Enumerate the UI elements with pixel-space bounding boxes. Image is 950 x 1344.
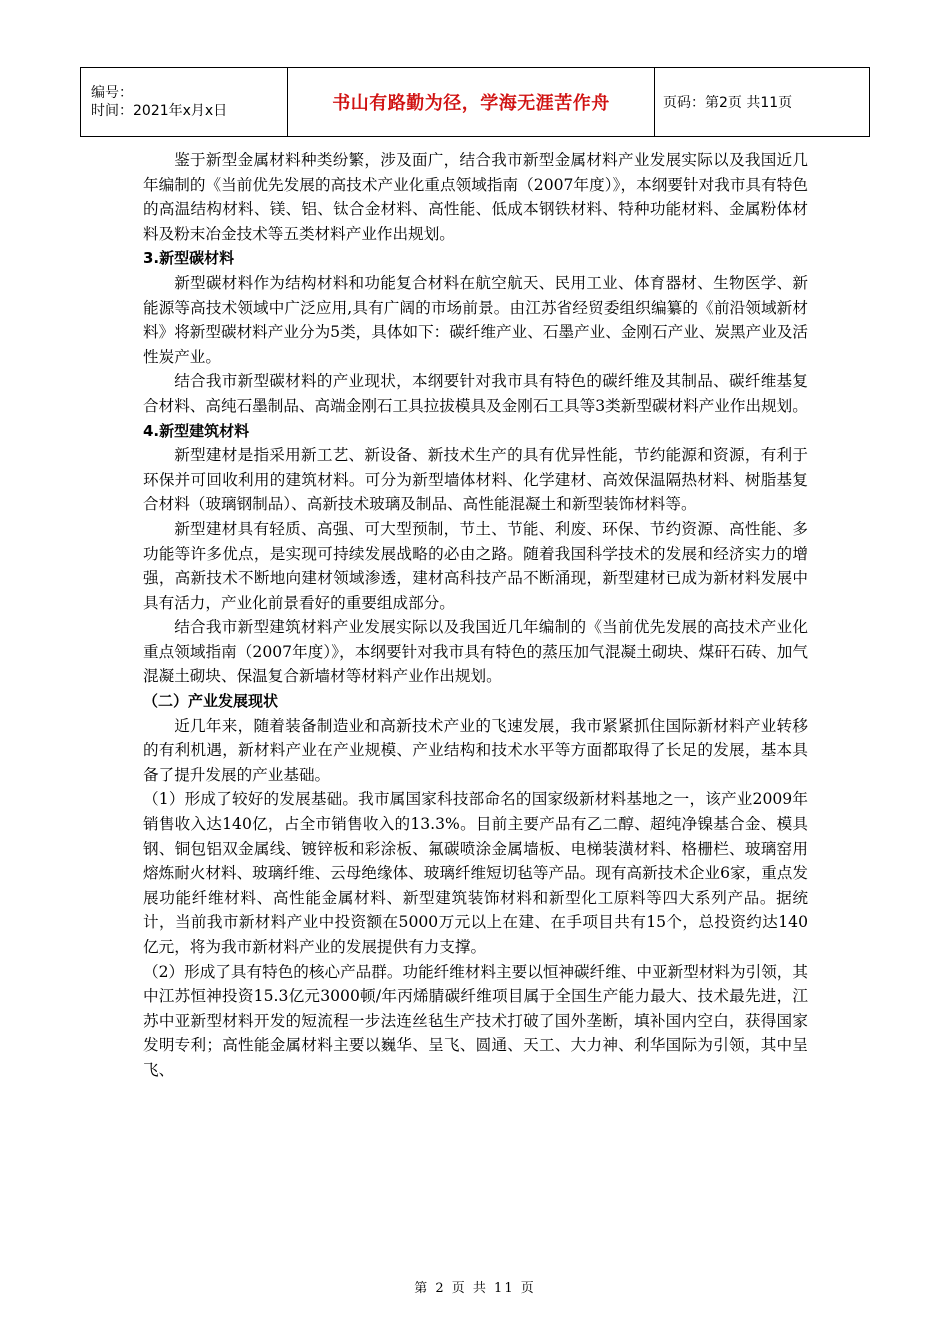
paragraph-building-definition: 新型建材是指采用新工艺、新设备、新技术生产的具有优异性能，节约能源和资源，有利于环保并可回收利用的建筑材料。可分为新型墙体材料、化学建材、高效保温隔热材料、树脂基复合材料（玻璃钢制品）、高新技术玻璃及制品、高性能混凝土和新型装饰材料等。 (143, 446, 808, 514)
doc-number-label: 编号： (91, 85, 133, 101)
paragraph-status-core-products: （2）形成了具有特色的核心产品群。功能纤维材料主要以恒神碳纤维、中亚新型材料为引领，其中江苏恒神投资15.3亿元3000顿/年丙烯腈碳纤维项目属于全国生产能力最大、技术最先进，江苏中亚新型材料开发的短流程一步法连丝毡生产技术打破了国外垄断，填补国内空白，获得国家发明专利；高性能金属材料主要以巍华、呈飞、圆通、天工、大力神、利华国际为引领，其中呈飞、 (143, 962, 808, 1079)
paragraph-carbon-plan: 结合我市新型碳材料的产业现状，本纲要针对我市具有特色的碳纤维及其制品、碳纤维基复合材料、高纯石墨制品、高端金刚石工具拉拔模具及金刚石工具等3类新型碳材料产业作出规划。 (143, 372, 808, 415)
paragraph-building-advantages: 新型建材具有轻质、高强、可大型预制，节土、节能、利废、环保、节约资源、高性能、多功能等许多优点，是实现可持续发展战略的必由之路。随着我国科学技术的发展和经济实力的增强，高新技术不断地向建材领域渗透，建材高科技产品不断涌现，新型建材已成为新材料发展中具有活力，产业化前景看好的重要组成部分。 (143, 519, 808, 612)
footer-page-number: 第 2 页 共 11 页 (414, 1281, 536, 1296)
header-motto: 书山有路勤为径，学海无涯苦作舟 (288, 68, 655, 137)
doc-date: 时间：2021年x月x日 (91, 103, 228, 119)
heading-industry-status: （二）产业发展现状 (143, 692, 279, 711)
header-table (80, 67, 870, 137)
header-page-number: 页码：第2页 共11页 (655, 68, 870, 137)
paragraph-status-foundation: （1）形成了较好的发展基础。我市属国家科技部命名的国家级新材料基地之一，该产业2009年销售收入达140亿，占全市销售收入的13.3%。目前主要产品有乙二醇、超纯净镍基合金、模具钢、铜包铝双金属线、镀锌板和彩涂板、氟碳喷涂金属墙板、电梯装潢材料、格栅栏、玻璃窑用熔炼耐火材料、玻璃纤维、云母绝缘体、玻璃纤维短切毡等产品。现有高新技术企业6家，重点发展功能纤维材料、高性能金属材料、新型建筑装饰材料和新型化工原料等四大系列产品。据统计，当前我市新材料产业中投资额在5000万元以上在建、在手项目共有15个，总投资约达140亿元，将为我市新材料产业的发展提供有力支撑。 (143, 790, 808, 956)
header-info-cell (81, 68, 288, 137)
paragraph-building-plan: 结合我市新型建筑材料产业发展实际以及我国近几年编制的《当前优先发展的高技术产业化重点领域指南（2007年度）》，本纲要针对我市具有特色的蒸压加气混凝土砌块、煤矸石砖、加气混凝土砌块、保温复合新墙材等材料产业作出规划。 (143, 618, 808, 686)
document-body (143, 148, 808, 1083)
paragraph-status-intro: 近几年来，随着装备制造业和高新技术产业的飞速发展，我市紧紧抓住国际新材料产业转移的有利机遇，新材料产业在产业规模、产业结构和技术水平等方面都取得了长足的发展，基本具备了提升发展的产业基础。 (143, 716, 808, 784)
heading-building-materials: 4.新型建筑材料 (143, 421, 250, 440)
paragraph-carbon-overview: 新型碳材料作为结构材料和功能复合材料在航空航天、民用工业、体育器材、生物医学、新能源等高技术领域中广泛应用,具有广阔的市场前景。由江苏省经贸委组织编纂的《前沿领域新材料》将新型碳材料产业分为5类，具体如下：碳纤维产业、石墨产业、金刚石产业、炭黑产业及活性炭产业。 (143, 273, 808, 366)
heading-carbon-materials: 3.新型碳材料 (143, 249, 235, 268)
paragraph-metal-scope: 鉴于新型金属材料种类纷繁，涉及面广，结合我市新型金属材料产业发展实际以及我国近几年编制的《当前优先发展的高技术产业化重点领域指南（2007年度）》，本纲要针对我市具有特色的高温结构材料、镁、铝、钛合金材料、高性能、低成本钢铁材料、特种功能材料、金属粉体材料及粉末冶金技术等五类材料产业作出规划。 (143, 151, 808, 243)
